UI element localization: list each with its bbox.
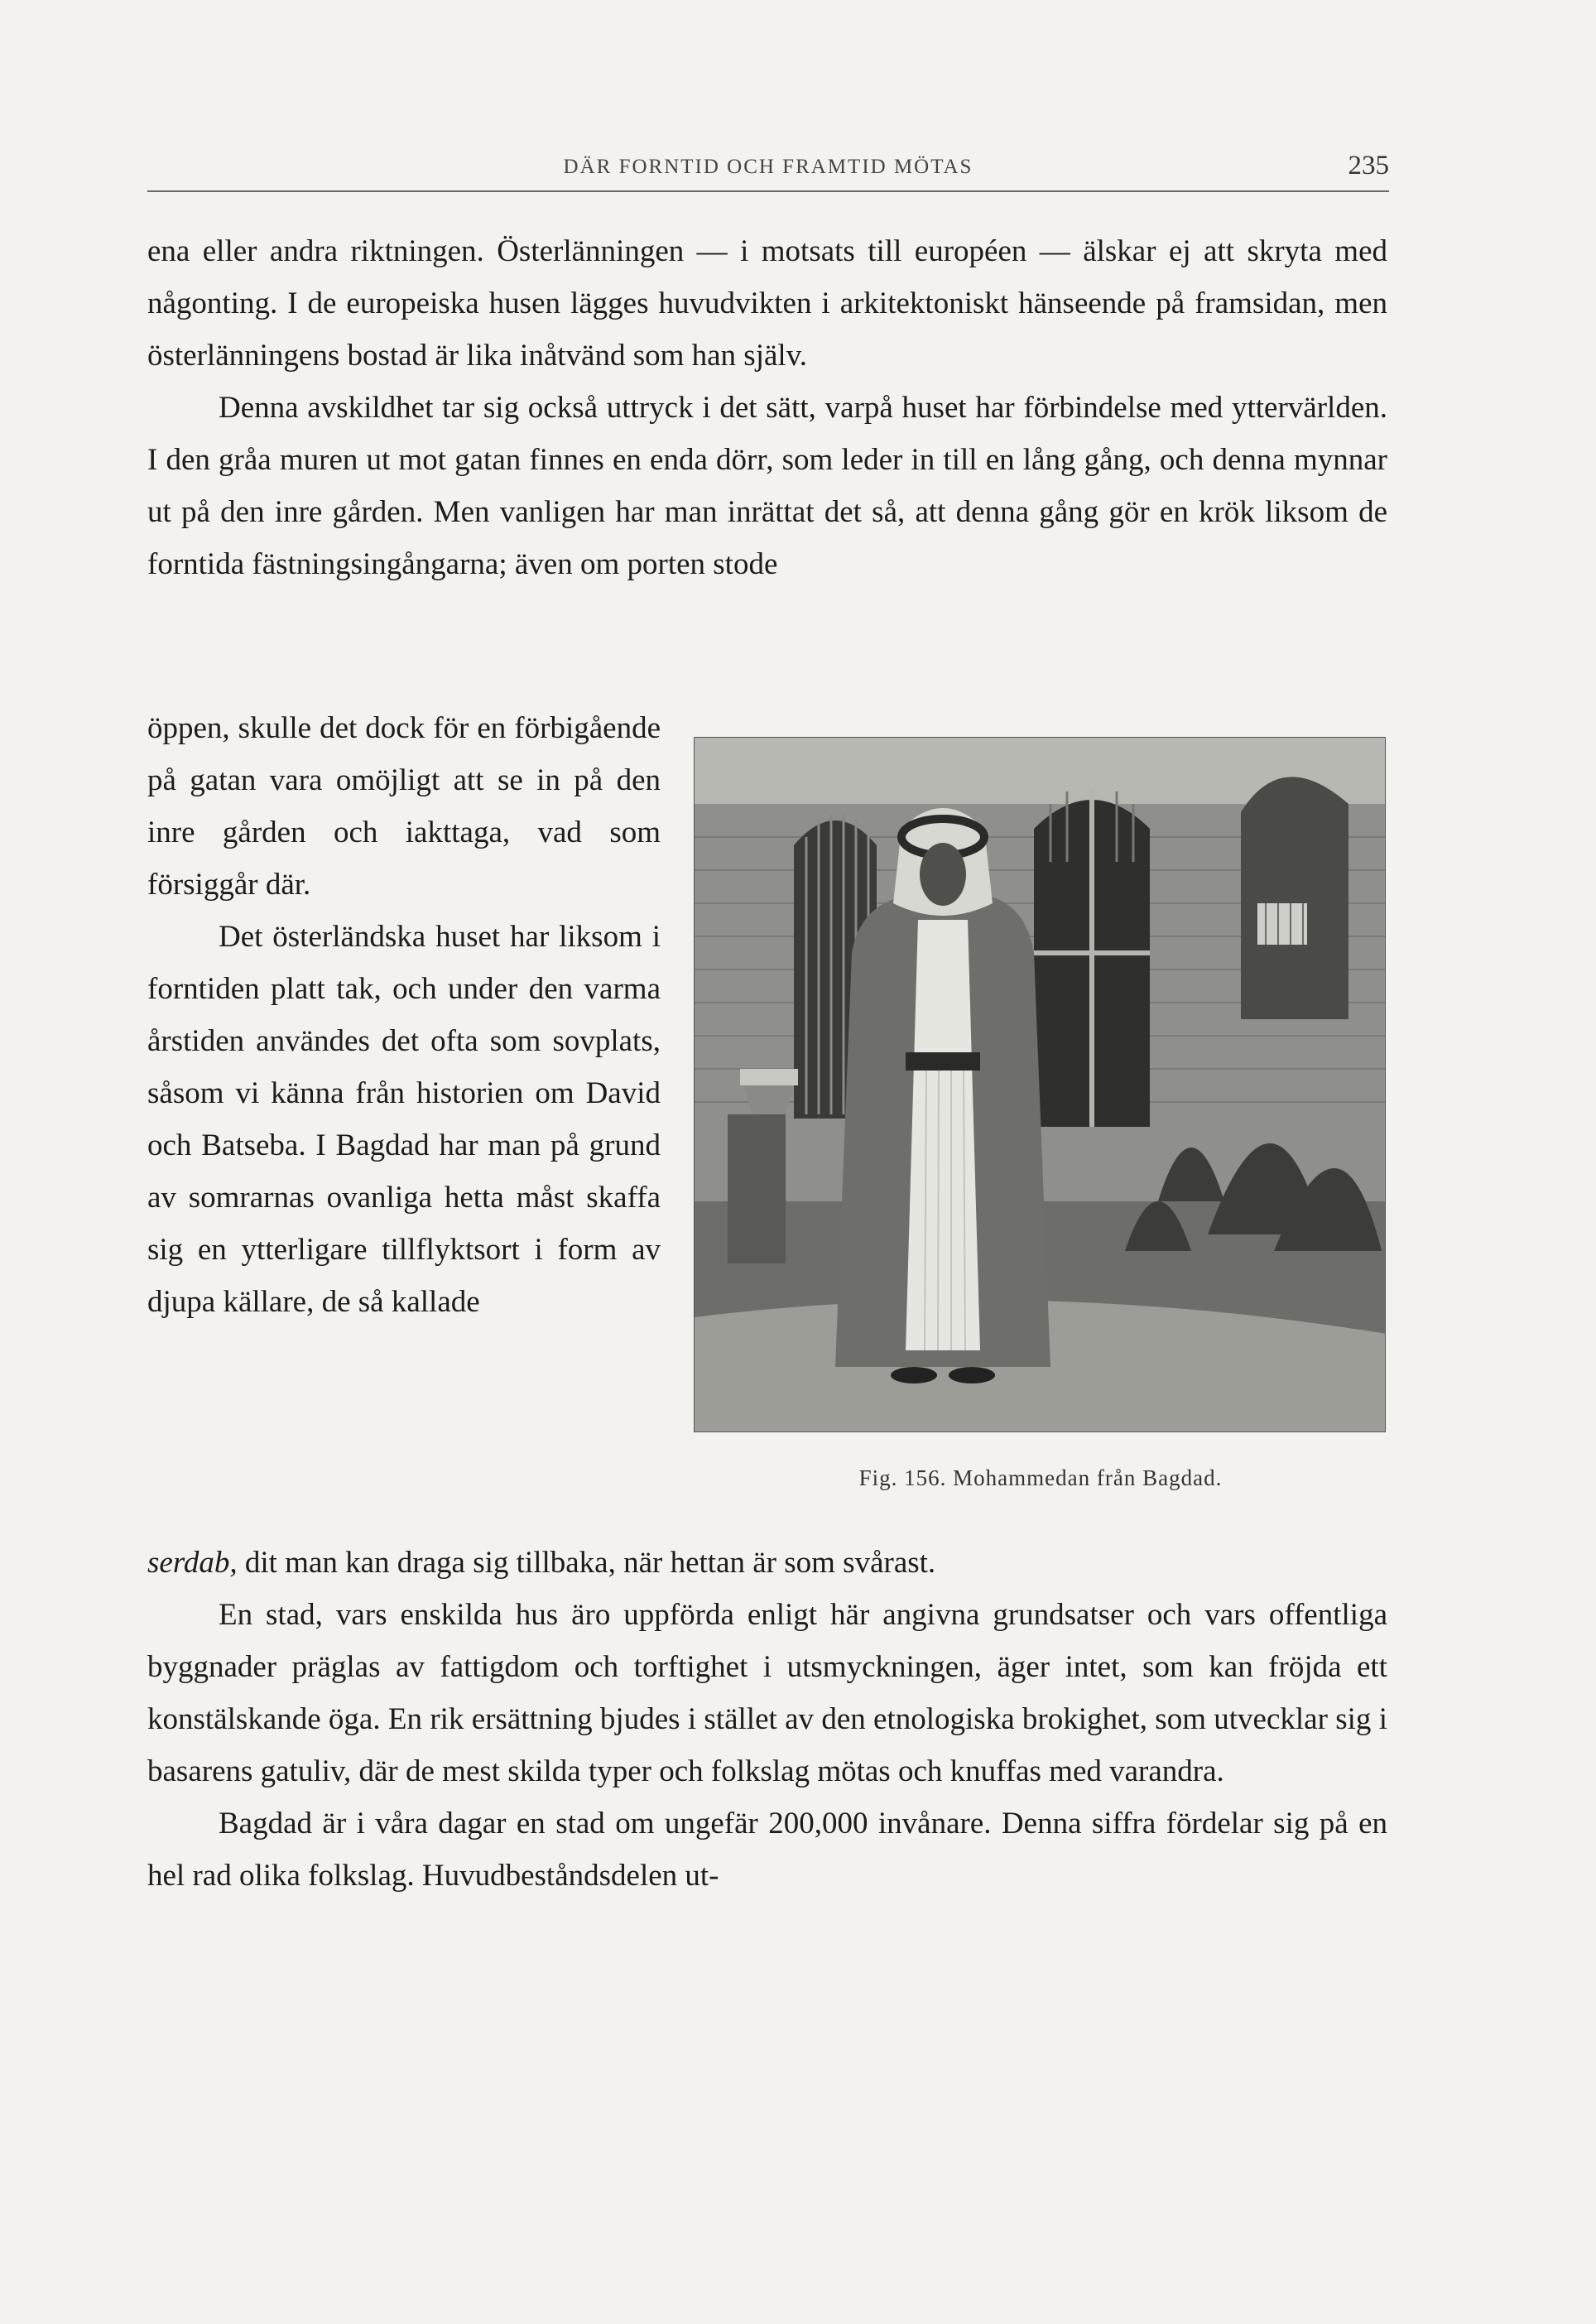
figure-caption: Fig. 156. Mohammedan från Bagdad. [858, 1465, 1223, 1490]
paragraph-4: En stad, vars enskilda hus äro uppförda enligt här angivna grundsatser och vars offentliga byggnader präglas av fattigdom och torftighet i utsmyckningen, äger intet, som kan fröjda ett konstälskande öga. En rik ersättning bjudes i stället av den etnologiska brokighet, som utvecklar sig i basarens gatuliv, där de mest skilda typer och folkslag mötas och knuffas med varandra. [147, 1598, 1387, 1788]
running-title: DÄR FORNTID OCH FRAMTID MÖTAS [563, 156, 973, 178]
paragraph-1: ena eller andra riktningen. Österlänningen — i motsats till européen — älskar ej att skryta med någonting. I de europeiska husen lägges huvudvikten i arkitektoniskt hänseende på framsidan, men österlänningens bostad är lika inåtvänd som han själv. [147, 234, 1387, 373]
paragraph-5: Bagdad är i våra dagar en stad om ungefär 200,000 invånare. Denna siffra fördelar sig på en hel rad olika folkslag. Huvudbeståndsdelen ut- [147, 1807, 1387, 1893]
serdab-term: serdab, [147, 1546, 238, 1580]
page-number: 235 [1348, 151, 1389, 180]
photograph [694, 737, 1386, 1432]
figure-156 [694, 737, 1387, 1490]
paragraph-3: Det österländska huset har liksom i forntiden platt tak, och under den varma årstiden användes det ofta som sovplats, såsom vi känna från historien om David och Batseba. I Bagdad har man på grund av somrarnas ovanliga hetta måst skaffa sig en ytterligare tillflyktsort i form av djupa källare, de så kallade [147, 920, 661, 1319]
paragraph-3-tail: dit man kan draga sig tillbaka, när hettan är som svårast. [237, 1546, 936, 1580]
paragraph-2: Denna avskildhet tar sig också uttryck i det sätt, varpå huset har förbindelse med yttervärlden. I den gråa muren ut mot gatan finnes en enda dörr, som leder in till en lång gång, och denna mynnar ut på den inre gården. Men vanligen har man inrättat det så, att denna gång gör en krök liksom de forntida fästningsingångarna; även om porten stode [147, 391, 1387, 581]
upper-text-block [147, 225, 1387, 590]
side-text-block [147, 702, 661, 1328]
page-header [147, 149, 1389, 192]
paragraph-2-continued: öppen, skulle det dock för en förbigående på gatan vara omöjligt att se in på den inre gården och iakttaga, vad som försiggår där. [147, 711, 661, 902]
photo-illustration [695, 738, 1386, 1432]
lower-text-block [147, 1537, 1387, 1902]
paragraph-3-end [147, 1537, 1387, 1589]
